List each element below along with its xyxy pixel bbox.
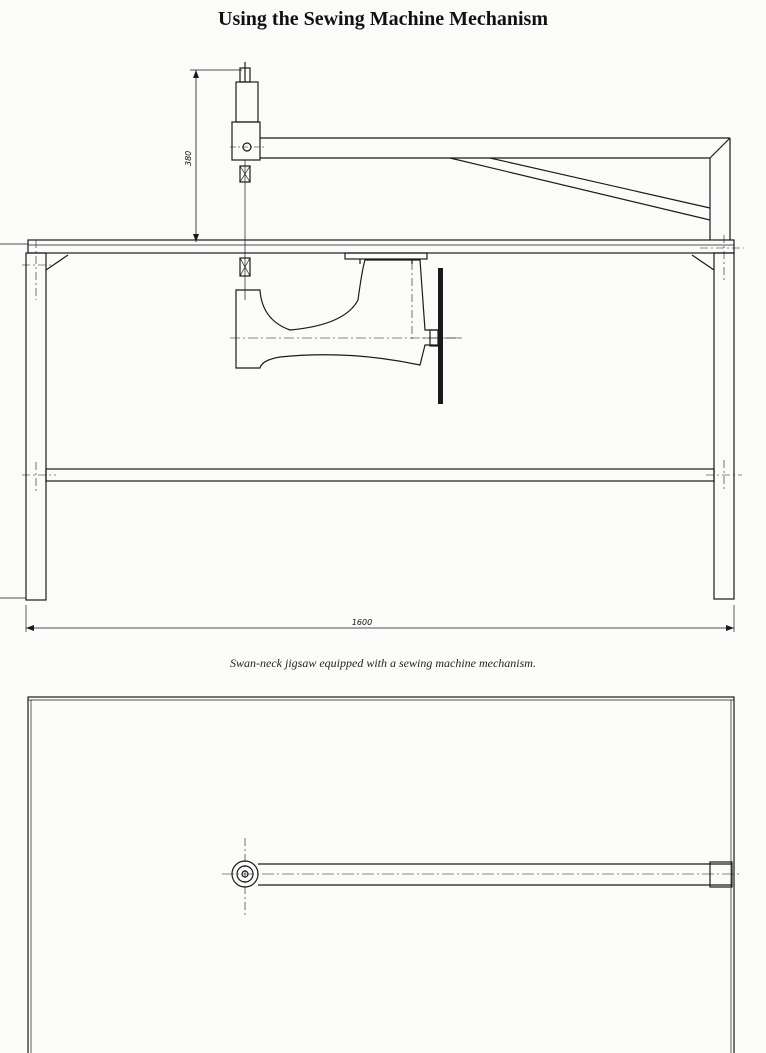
dimension-height-label: 380	[184, 150, 193, 166]
sewing-machine-mechanism	[230, 253, 462, 404]
upper-tensioner	[230, 62, 264, 300]
table-leg-right	[692, 235, 744, 599]
dimension-length	[26, 605, 734, 632]
dimension-height	[184, 70, 242, 242]
page-title: Using the Sewing Machine Mechanism	[218, 8, 548, 30]
swan-neck-arm-plan	[222, 862, 740, 887]
plan-view	[28, 697, 740, 1053]
lower-stretcher	[22, 460, 742, 492]
figure-caption: Swan-neck jigsaw equipped with a sewing machine mechanism.	[230, 656, 536, 670]
table-top	[0, 240, 734, 253]
blade-pivot-plan	[232, 838, 258, 916]
elevation-view	[0, 62, 744, 632]
table-top-outline	[28, 697, 734, 1053]
table-leg-left	[0, 240, 68, 600]
dimension-length-label: 1600	[351, 618, 373, 627]
swan-neck-arm	[260, 138, 730, 240]
